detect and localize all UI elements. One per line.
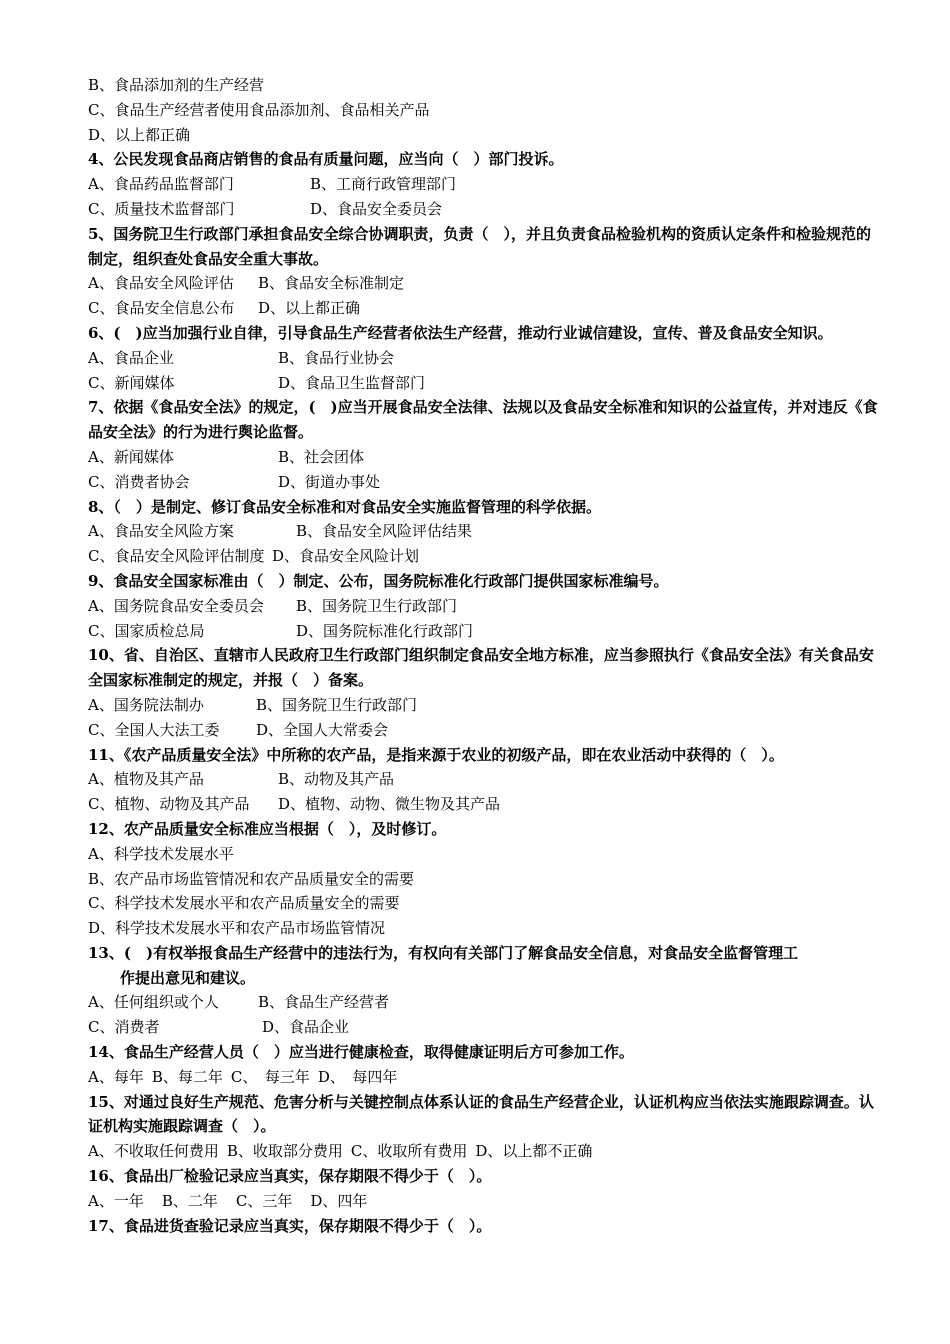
option: A、不收取任何费用 — [88, 1142, 219, 1161]
option: A、每年 — [88, 1067, 144, 1086]
option-line: D、以上都正确 — [88, 125, 191, 144]
option: A、食品安全风险评估 — [88, 274, 234, 293]
option: B、食品安全标准制定 — [258, 274, 405, 293]
option: A、食品安全风险方案 — [88, 522, 234, 541]
option: C、植物、动物及其产品 — [88, 795, 250, 814]
option: D、国务院标准化行政部门 — [296, 621, 474, 640]
question-8 — [88, 495, 878, 520]
question-11 — [88, 743, 878, 768]
option: B、食品行业协会 — [278, 348, 395, 367]
option: C、新闻媒体 — [88, 373, 175, 392]
option: C、质量技术监督部门 — [88, 199, 235, 218]
question-5 — [88, 222, 878, 272]
option: B、动物及其产品 — [278, 770, 395, 789]
option: C、收取所有费用 — [350, 1142, 468, 1161]
question-9 — [88, 569, 878, 594]
question-text: 7、依据《食品安全法》的规定，( )应当开展食品安全法律、法规以及食品安全标准和知识的公益宣传，并对违反《食品安全法》的行为进行舆论监督。 — [88, 398, 878, 442]
question-text: 6、( )应当加强行业自律，引导食品生产经营者依法生产经营，推动行业诚信建设，宣传、普及食品安全知识。 — [88, 323, 833, 342]
question-text: 17、食品进货查验记录应当真实，保存期限不得少于（ ）。 — [88, 1216, 492, 1235]
option: D、以上都正确 — [258, 299, 361, 318]
question-4 — [88, 147, 878, 172]
option: A、植物及其产品 — [88, 770, 204, 789]
option: D、食品卫生监督部门 — [278, 373, 426, 392]
question-text: 9、食品安全国家标准由（ ）制定、公布，国务院标准化行政部门提供国家标准编号。 — [88, 571, 669, 590]
option: B、收取部分费用 — [226, 1142, 343, 1161]
option-line: B、食品添加剂的生产经营 — [88, 76, 265, 94]
question-text: 14、食品生产经营人员（ ）应当进行健康检查，取得健康证明后方可参加工作。 — [88, 1043, 634, 1062]
option: C、食品安全风险评估制度 — [88, 547, 265, 566]
question-text: 12、农产品质量安全标准应当根据（ ），及时修订。 — [88, 819, 447, 838]
option: C、食品安全信息公布 — [88, 299, 235, 318]
option: C、消费者协会 — [88, 472, 190, 491]
option: D、科学技术发展水平和农产品市场监管情况 — [88, 919, 386, 938]
question-text-continued: 作提出意见和建议。 — [120, 968, 256, 987]
question-13 — [88, 941, 878, 991]
question-text: 8、（ ）是制定、修订食品安全标准和对食品安全实施监督管理的科学依据。 — [88, 497, 601, 516]
option: A、食品药品监督部门 — [88, 175, 234, 194]
option: D、以上都不正确 — [475, 1142, 593, 1161]
option: D、植物、动物、微生物及其产品 — [278, 795, 501, 814]
option: C、全国人大法工委 — [88, 720, 220, 739]
question-text: 4、公民发现食品商店销售的食品有质量问题，应当向（ ）部门投诉。 — [88, 150, 564, 169]
option: B、工商行政管理部门 — [310, 175, 457, 194]
option: D、街道办事处 — [278, 472, 381, 491]
question-text: 5、国务院卫生行政部门承担食品安全综合协调职责，负责（ ），并且负责食品检验机构的资质认定条件和检验规范的制定，组织查处食品安全重大事故。 — [88, 224, 871, 268]
option: C、消费者 — [88, 1018, 160, 1037]
option: A、一年 — [88, 1191, 144, 1210]
question-text: 13、( )有权举报食品生产经营中的违法行为，有权向有关部门了解食品安全信息，对食品安全监督管理工 — [88, 943, 799, 962]
option: A、任何组织或个人 — [88, 993, 219, 1012]
option: A、国务院法制办 — [88, 695, 204, 714]
option: C、科学技术发展水平和农产品质量安全的需要 — [88, 894, 400, 913]
option: B、二年 — [161, 1191, 218, 1210]
option: B、国务院卫生行政部门 — [256, 695, 418, 714]
option: D、食品安全委员会 — [310, 199, 443, 218]
option: B、农产品市场监管情况和农产品质量安全的需要 — [88, 869, 415, 888]
option: B、国务院卫生行政部门 — [296, 596, 458, 615]
option: A、科学技术发展水平 — [88, 844, 234, 863]
question-16 — [88, 1164, 878, 1189]
question-7 — [88, 395, 878, 445]
option: D、全国人大常委会 — [256, 720, 389, 739]
option: A、国务院食品安全委员会 — [88, 596, 264, 615]
question-14 — [88, 1040, 878, 1065]
question-text: 11、《农产品质量安全法》中所称的农产品，是指来源于农业的初级产品，即在农业活动中获得的（ ）。 — [88, 745, 784, 764]
question-text: 15、对通过良好生产规范、危害分析与关键控制点体系认证的食品生产经营企业，认证机构应当依法实施跟踪调查。认证机构实施跟踪调查（ ）。 — [88, 1092, 874, 1136]
option: C、国家质检总局 — [88, 621, 205, 640]
question-text: 10、省、自治区、直辖市人民政府卫生行政部门组织制定食品安全地方标准，应当参照执行《食品安全法》有关食品安全国家标准制定的规定，并报（ ）备案。 — [88, 646, 874, 690]
question-text: 16、食品出厂检验记录应当真实，保存期限不得少于（ ）。 — [88, 1167, 492, 1186]
question-17 — [88, 1214, 878, 1239]
document-page — [88, 73, 878, 1238]
option: C、三年 — [235, 1191, 293, 1210]
question-15 — [88, 1090, 878, 1140]
question-6 — [88, 321, 878, 346]
option: B、每二年 — [151, 1067, 223, 1086]
option-line: C、食品生产经营者使用食品添加剂、食品相关产品 — [88, 100, 430, 119]
question-10 — [88, 643, 878, 693]
option: D、食品企业 — [262, 1018, 350, 1037]
option: B、食品安全风险评估结果 — [296, 522, 473, 541]
option: A、食品企业 — [88, 348, 174, 367]
option: D、四年 — [310, 1191, 368, 1210]
option: C、 每三年 — [230, 1067, 310, 1086]
option: B、食品生产经营者 — [258, 993, 390, 1012]
option: D、 每四年 — [317, 1067, 398, 1086]
option: B、社会团体 — [278, 447, 365, 466]
option: A、新闻媒体 — [88, 447, 174, 466]
option: D、食品安全风险计划 — [272, 547, 420, 566]
question-12 — [88, 817, 878, 842]
